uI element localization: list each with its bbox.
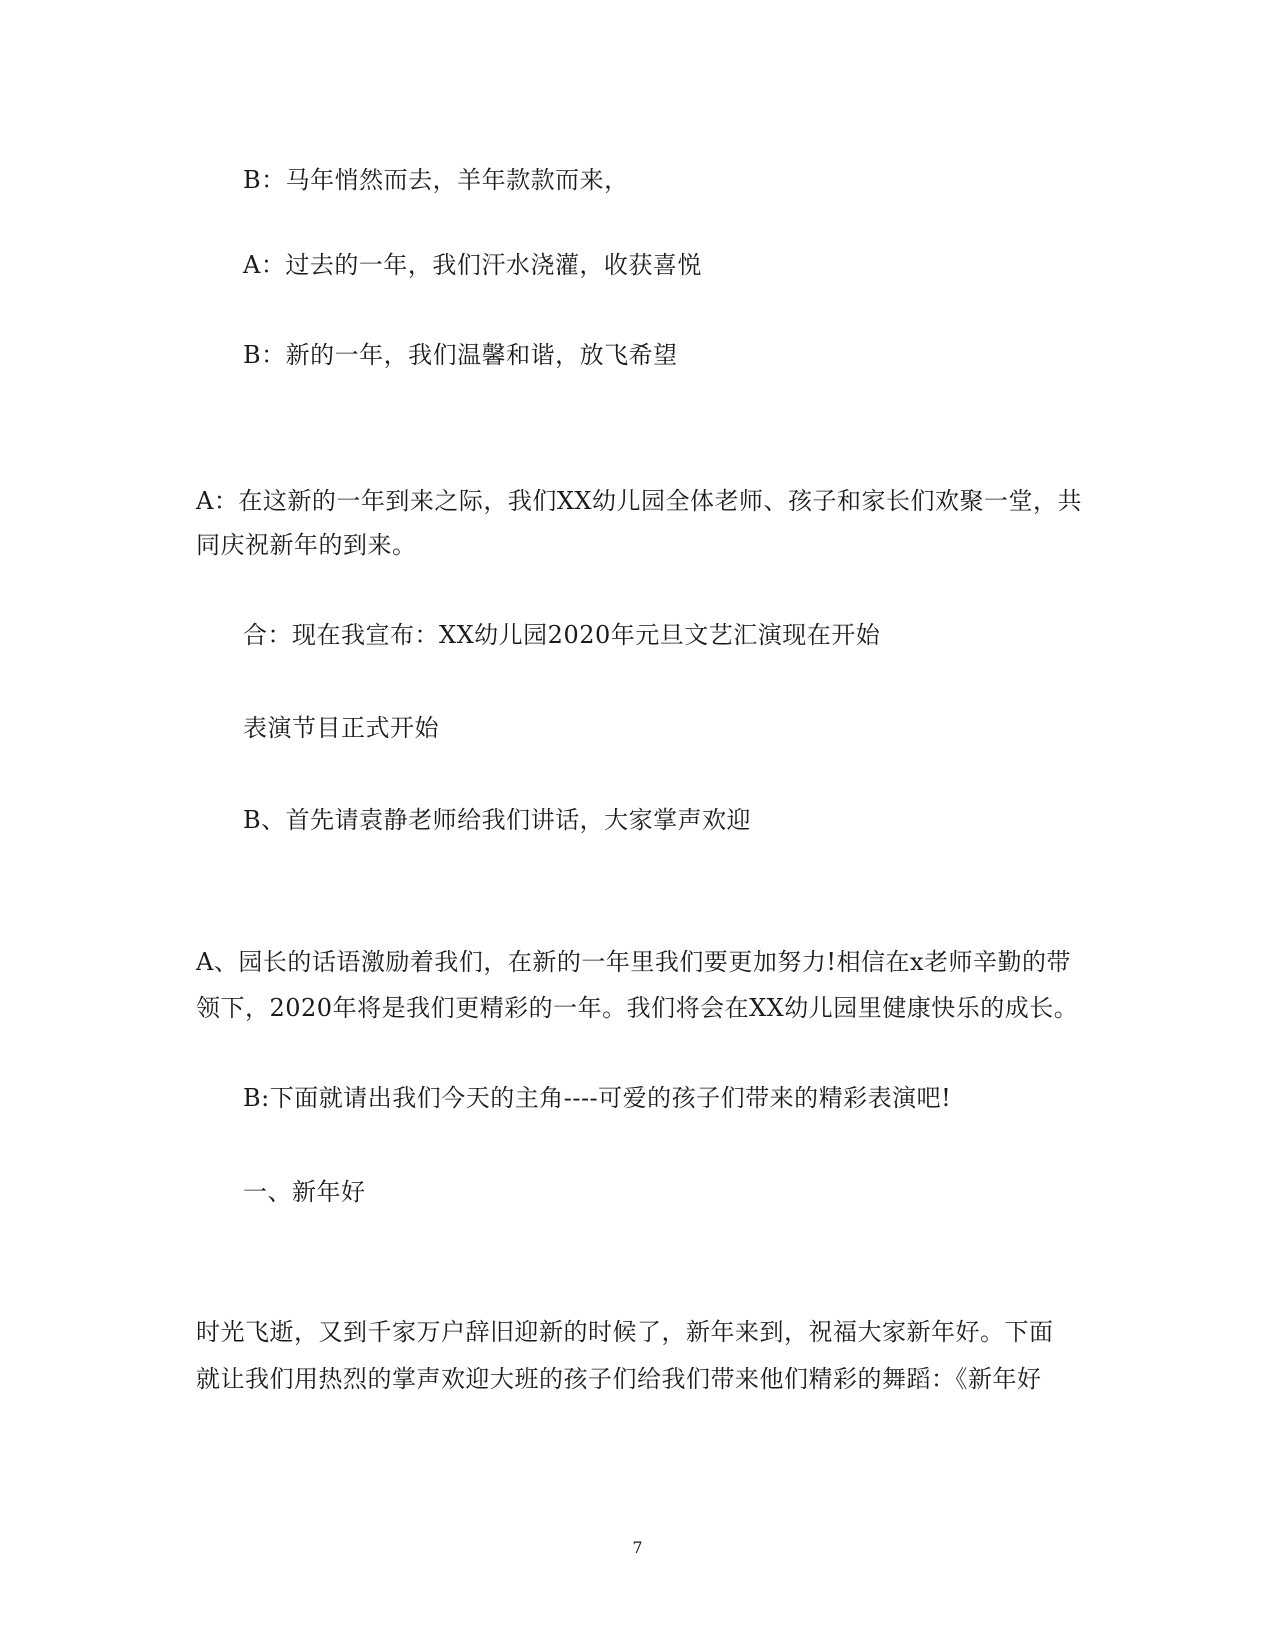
dialogue-line: B、首先请袁静老师给我们讲话，大家掌声欢迎: [243, 806, 752, 834]
paragraph-line: 时光飞逝，又到千家万户辞旧迎新的时候了，新年来到，祝福大家新年好。下面: [196, 1318, 1054, 1346]
section-heading: 一、新年好: [243, 1178, 366, 1206]
paragraph-line: A、园长的话语激励着我们，在新的一年里我们要更加努力!相信在x老师辛勤的带: [196, 948, 1072, 976]
dialogue-line: B：新的一年，我们温馨和谐，放飞希望: [243, 341, 678, 369]
page-number: 7: [632, 1538, 643, 1557]
paragraph-line: 领下，2020年将是我们更精彩的一年。我们将会在XX幼儿园里健康快乐的成长。: [196, 994, 1079, 1022]
paragraph-line: 就让我们用热烈的掌声欢迎大班的孩子们给我们带来他们精彩的舞蹈：《新年好: [196, 1365, 1042, 1393]
paragraph-line: A：在这新的一年到来之际，我们XX幼儿园全体老师、孩子和家长们欢聚一堂，共: [196, 487, 1083, 515]
dialogue-line: 表演节目正式开始: [243, 714, 439, 742]
paragraph-line: 同庆祝新年的到来。: [196, 531, 417, 559]
dialogue-line: B:下面就请出我们今天的主角----可爱的孩子们带来的精彩表演吧!: [243, 1084, 952, 1112]
dialogue-line: A：过去的一年，我们汗水浇灌，收获喜悦: [243, 251, 702, 279]
dialogue-line: B：马年悄然而去，羊年款款而来，: [243, 166, 629, 194]
dialogue-line: 合：现在我宣布：XX幼儿园2020年元旦文艺汇演现在开始: [243, 621, 881, 649]
